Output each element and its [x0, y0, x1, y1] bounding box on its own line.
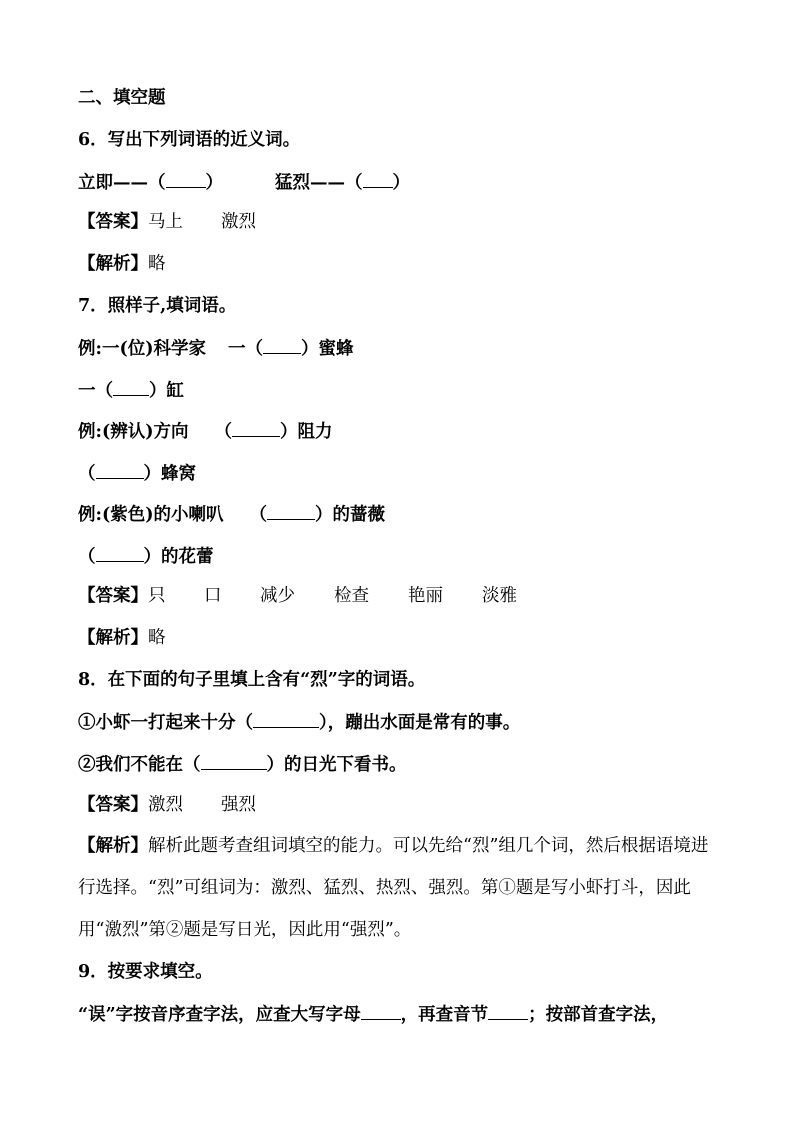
q7-ex1b-close: ）缸 [149, 381, 184, 401]
q7-ex3b-close: ）的花蕾 [143, 547, 214, 567]
q7-ex2-sample: 例:(辨认)方向 [78, 422, 189, 442]
q6-line [78, 169, 410, 195]
q7-ex1b-open: 一（ [78, 381, 113, 401]
q8-analysis-text: 解析此题考查组词填空的能力。可以先给“烈”组几个词，然后根据语境进行选择。“烈”可组词为：激烈、猛烈、热烈、强烈。第①题是写小虾打斗，因此用“激烈”第②题是写日光，因此用“强烈”。 [78, 836, 709, 940]
q8-answer [78, 793, 256, 817]
q8-sentence-2 [78, 751, 407, 777]
q8-blank-1[interactable] [253, 709, 319, 728]
q8-sentence-1 [78, 709, 520, 735]
q9-line-1 [78, 1001, 668, 1027]
q6-text-d: ） [392, 173, 410, 193]
q8-analysis [78, 825, 723, 951]
q6-answer-2: 激烈 [221, 212, 256, 232]
q7-example-2 [78, 418, 333, 444]
q7-example-3 [78, 501, 385, 527]
q8-answer-1: 激烈 [148, 795, 183, 815]
q7-stem: 7．照样子,填词语。 [78, 296, 237, 316]
q7-ex1-open: 一（ [228, 339, 264, 359]
q7-blank-4[interactable] [96, 460, 144, 479]
analysis-tag: 【解析】 [78, 628, 148, 648]
section-title: 二、填空题 [78, 88, 166, 108]
q7-answer [78, 584, 517, 608]
q7-ex3-close: ）的蔷薇 [315, 505, 386, 525]
q8-stem: 8．在下面的句子里填上含有“烈”字的词语。 [78, 670, 426, 690]
q7-answer-3: 减少 [260, 586, 295, 606]
q7-answer-2: 口 [204, 586, 222, 606]
q7-analysis-text: 略 [148, 628, 166, 648]
q8-s1-text-b: ），蹦出水面是常有的事。 [319, 713, 521, 733]
q6-stem: 6．写出下列词语的近义词。 [78, 130, 301, 150]
q7-ex2-close: ）阻力 [280, 422, 333, 442]
q7-ex2b-close: ）蜂窝 [143, 464, 196, 484]
q7-example-1b [78, 377, 184, 403]
q6-answer-1: 马上 [148, 212, 183, 232]
q9-blank-2[interactable] [488, 1001, 528, 1020]
answer-tag: 【答案】 [78, 586, 148, 606]
q6-text-b: ） [205, 173, 223, 193]
answer-tag: 【答案】 [78, 795, 148, 815]
q7-ex1-close: ）蜜蜂 [301, 339, 354, 359]
q8-s1-text-a: ①小虾一打起来十分（ [78, 713, 253, 733]
q9-text-a: “误”字按音序查字法，应查大写字母 [78, 1005, 361, 1025]
q6-analysis-text: 略 [148, 254, 166, 274]
q7-answer-1: 只 [148, 586, 166, 606]
q7-ex2b-open: （ [78, 464, 96, 484]
q7-example-1 [78, 335, 354, 361]
q9-stem: 9．按要求填空。 [78, 962, 213, 982]
q7-blank-6[interactable] [96, 543, 144, 562]
q7-blank-3[interactable] [232, 418, 280, 437]
q7-blank-5[interactable] [267, 501, 315, 520]
q7-example-2b [78, 460, 196, 486]
q7-answer-6: 淡雅 [482, 586, 517, 606]
q6-blank-2[interactable] [363, 169, 393, 188]
q6-analysis [78, 252, 166, 276]
analysis-tag: 【解析】 [78, 836, 148, 856]
q7-answer-4: 检查 [334, 586, 369, 606]
q8-answer-2: 强烈 [221, 795, 256, 815]
q7-example-3b [78, 543, 214, 569]
q9-blank-1[interactable] [361, 1001, 401, 1020]
q7-answer-5: 艳丽 [408, 586, 443, 606]
q7-ex3b-open: （ [78, 547, 96, 567]
q8-blank-2[interactable] [201, 751, 267, 770]
q7-blank-1[interactable] [263, 335, 301, 354]
analysis-tag: 【解析】 [78, 254, 148, 274]
q7-blank-2[interactable] [113, 377, 149, 396]
q6-text-c: 猛烈——（ [275, 173, 363, 193]
q7-ex1-sample: 例:一(位)科学家 [78, 339, 207, 359]
answer-tag: 【答案】 [78, 212, 148, 232]
q6-blank-1[interactable] [166, 169, 206, 188]
q7-ex3-sample: 例:(紫色)的小喇叭 [78, 505, 224, 525]
q8-s2-text-b: ）的日光下看书。 [266, 755, 407, 775]
q6-text-a: 立即——（ [78, 173, 166, 193]
q9-text-c: ；按部首查字法， [528, 1005, 669, 1025]
q6-answer [78, 210, 256, 234]
q8-s2-text-a: ②我们不能在（ [78, 755, 201, 775]
q7-ex3-open: （ [249, 505, 268, 525]
q9-text-b: ，再查音节 [400, 1005, 489, 1025]
q7-analysis [78, 626, 166, 650]
q7-ex2-open: （ [214, 422, 233, 442]
